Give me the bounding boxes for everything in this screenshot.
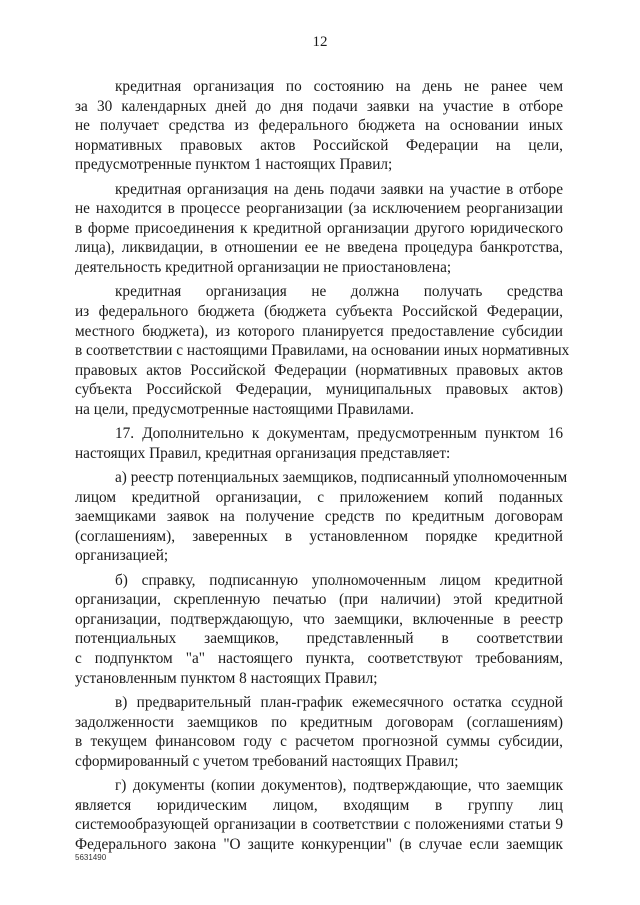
text-line: организации, скрепленную печатью (при наличии) этой кредитной bbox=[75, 591, 563, 609]
text-line: заемщиками заявок на получение средств по кредитным договорам bbox=[75, 508, 563, 526]
paragraph bbox=[75, 424, 563, 463]
text-line: кредитная организация на день подачи заявки на участие в отборе bbox=[115, 180, 563, 198]
text-line: в) предварительный план-график ежемесячного остатка ссудной bbox=[115, 693, 563, 711]
text-line: а) реестр потенциальных заемщиков, подписанный уполномоченным bbox=[115, 469, 568, 487]
text-line: из федерального бюджета (бюджета субъекта Российской Федерации, bbox=[75, 302, 563, 320]
paragraph bbox=[75, 282, 570, 419]
text-line: в текущем финансовом году с расчетом прогнозной суммы субсидии, bbox=[75, 733, 563, 751]
paragraph bbox=[75, 693, 563, 771]
paragraph bbox=[75, 776, 563, 854]
paragraph bbox=[75, 77, 563, 175]
text-line: установленным пунктом 8 настоящих Правил; bbox=[75, 669, 378, 687]
text-line: с подпунктом "а" настоящего пункта, соответствуют требованиям, bbox=[75, 650, 563, 668]
text-line: 17. Дополнительно к документам, предусмотренным пунктом 16 bbox=[115, 425, 563, 443]
text-line: лицом кредитной организации, с приложением копий поданных bbox=[75, 488, 563, 506]
text-line: кредитная организация по состоянию на день не ранее чем bbox=[115, 78, 563, 95]
text-line: за 30 календарных дней до дня подачи заявки на участие в отборе bbox=[75, 97, 563, 115]
paragraph bbox=[75, 180, 563, 278]
text-line: (соглашениям), заверенных в установленном порядке кредитной bbox=[75, 527, 563, 545]
text-line: субъекта Российской Федерации, муниципальных правовых актов) bbox=[75, 381, 563, 399]
text-line: в форме присоединения к кредитной организации другого юридического bbox=[75, 219, 563, 237]
text-line: организации, подтверждающую, что заемщики, включенные в реестр bbox=[75, 610, 563, 628]
text-line: в соответствии с настоящими Правилами, на основании иных нормативных bbox=[75, 342, 570, 360]
text-line: сформированный с учетом требований настоящих Правил; bbox=[75, 752, 459, 770]
text-line: настоящих Правил, кредитная организация представляет: bbox=[75, 444, 451, 462]
text-line: правовых актов Российской Федерации (нормативных правовых актов bbox=[75, 361, 563, 379]
text-line: лица), ликвидации, в отношении ее не введена процедура банкротства, bbox=[75, 239, 563, 257]
text-line: б) справку, подписанную уполномоченным лицом кредитной bbox=[115, 571, 563, 589]
text-line: организацией; bbox=[75, 547, 169, 565]
page-number: 12 bbox=[312, 34, 328, 50]
text-line: деятельность кредитной организации не приостановлена; bbox=[75, 259, 452, 277]
text-line: Федерального закона "О защите конкуренции" (в случае если заемщик bbox=[75, 835, 563, 853]
paragraph bbox=[75, 468, 568, 566]
text-line: потенциальных заемщиков, представленный в соответствии bbox=[75, 630, 563, 648]
text-line: г) документы (копии документов), подтверждающие, что заемщик bbox=[115, 777, 563, 794]
text-line: местного бюджета), из которого планируется предоставление субсидии bbox=[75, 322, 563, 340]
text-line: не получает средства из федерального бюджета на основании иных bbox=[75, 117, 563, 135]
text-line: задолженности заемщиков по кредитным договорам (соглашениям) bbox=[75, 713, 563, 731]
text-line: является юридическим лицом, входящим в группу лиц bbox=[75, 796, 563, 814]
document-code: 5631490 bbox=[75, 853, 107, 862]
text-line: нормативных правовых актов Российской Федерации на цели, bbox=[75, 136, 563, 154]
document-body bbox=[75, 77, 570, 859]
text-line: на цели, предусмотренные настоящими Правилами. bbox=[75, 400, 414, 418]
text-line: кредитная организация не должна получать средства bbox=[115, 283, 563, 301]
text-line: системообразующей организации в соответствии с положениями статьи 9 bbox=[75, 816, 563, 834]
text-line: предусмотренные пунктом 1 настоящих Правил; bbox=[75, 156, 393, 174]
text-line: не находится в процессе реорганизации (за исключением реорганизации bbox=[75, 200, 563, 218]
paragraph bbox=[75, 571, 563, 689]
